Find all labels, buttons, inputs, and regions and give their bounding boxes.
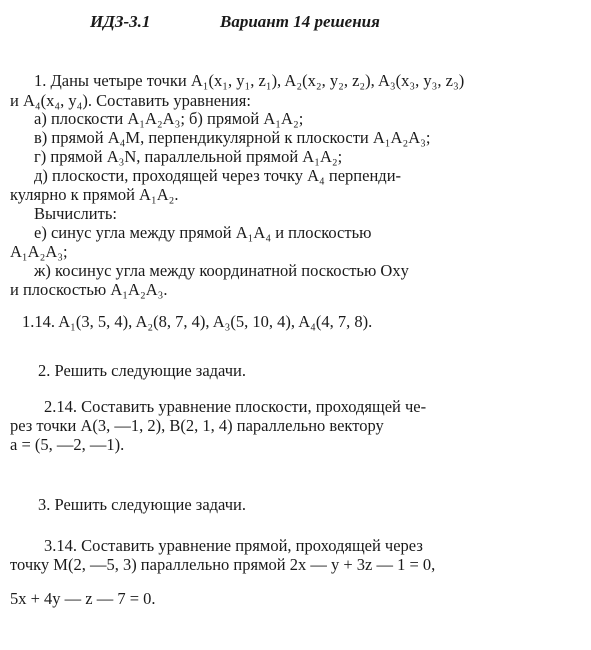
task1-item-e: е) синус угла между прямой A₁A₄ и плоскостью (34, 223, 372, 242)
variant-title: Вариант 14 решения (220, 12, 380, 31)
document-header (0, 12, 591, 36)
task1-item-zh: ж) косинус угла между координатной поскостью Oxy (34, 261, 409, 280)
task1-line-2: и A₄(x₄, y₄). Составить уравнения: (10, 91, 251, 110)
task1-compute-heading: Вычислить: (34, 204, 117, 223)
task2-14-line-2: рез точки A(3, —1, 2), B(2, 1, 4) параллельно вектору (10, 416, 384, 435)
task3-14-line-1: 3.14. Составить уравнение прямой, проходящей через (44, 536, 423, 555)
assignment-code: ИДЗ-3.1 (90, 12, 151, 31)
section-3-heading: 3. Решить следующие задачи. (38, 495, 246, 514)
task1-item-d-cont: кулярно к прямой A₁A₂. (10, 185, 179, 204)
task1-intro-line: 1. Даны четыре точки A₁(x₁, y₁, z₁), A₂(x₂, y₂, z₂), A₃(x₃, y₃, z₃) (34, 71, 465, 90)
task2-14-line-3: a = (5, —2, —1). (10, 435, 125, 454)
task3-14-line-2: точку M(2, —5, 3) параллельно прямой 2x — y + 3z — 1 = 0, (10, 555, 436, 574)
section-2-heading: 2. Решить следующие задачи. (38, 361, 246, 380)
task1-item-g: г) прямой A₃N, параллельной прямой A₁A₂; (34, 147, 343, 166)
task1-item-zh-cont: и плоскостью A₁A₂A₃. (10, 280, 168, 299)
task1-item-a-b: а) плоскости A₁A₂A₃; б) прямой A₁A₂; (34, 109, 304, 128)
task3-14-line-3: 5x + 4y — z — 7 = 0. (10, 589, 156, 608)
task1-14-points: 1.14. A₁(3, 5, 4), A₂(8, 7, 4), A₃(5, 10, 4), A₄(4, 7, 8). (22, 312, 373, 331)
task2-14-line-1: 2.14. Составить уравнение плоскости, проходящей че- (44, 397, 427, 416)
task1-item-e-cont: A₁A₂A₃; (10, 242, 68, 261)
task1-item-v: в) прямой A₄M, перпендикулярной к плоскости A₁A₂A₃; (34, 128, 431, 147)
task1-item-d: д) плоскости, проходящей через точку A₄ перпенди- (34, 166, 402, 185)
